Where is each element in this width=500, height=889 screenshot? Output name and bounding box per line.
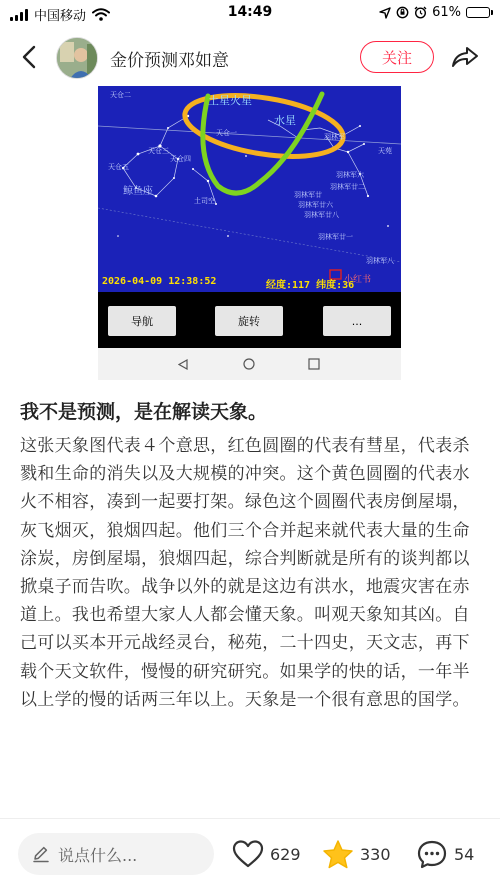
battery-percent: 61% (432, 5, 461, 20)
nav-back-icon (178, 359, 188, 370)
star-label: 天苑 (378, 147, 392, 155)
nav-recents-icon (308, 358, 320, 370)
share-icon[interactable] (450, 42, 480, 72)
favorite-count: 330 (360, 844, 391, 864)
comment-input[interactable] (18, 833, 214, 875)
star-label: 羽林军 (324, 133, 345, 141)
star-label: 天仓五 (108, 163, 129, 171)
comment-button[interactable] (416, 839, 474, 869)
map-toolbar (98, 292, 401, 348)
planet-label: 水星 (274, 114, 296, 127)
post-title: 我不是预测，是在解读天象。 (20, 401, 268, 423)
post-header (0, 28, 500, 86)
status-bar (0, 0, 500, 28)
comment-bubble-icon (416, 839, 448, 869)
map-timestamp: 2026-04-09 12:38:52 (102, 276, 217, 287)
comment-count: 54 (454, 844, 475, 864)
android-nav-bar (98, 348, 401, 380)
star-label: 羽林军廿六 (298, 201, 333, 209)
back-arrow-icon[interactable] (14, 42, 44, 72)
star-label: 羽林军廿一 (318, 233, 353, 241)
orientation-lock-icon (396, 6, 409, 19)
star-label: 土司空 (194, 197, 215, 205)
star-label: 羽林军廿二 (330, 183, 365, 191)
star-label: 天仓四 (170, 155, 191, 163)
upper-planet-label: 土星火星 (208, 94, 252, 107)
map-navigate-button[interactable]: 导航 (108, 306, 176, 336)
status-right (379, 5, 490, 20)
author-name[interactable]: 金价预测邓如意 (110, 51, 229, 71)
clock: 14:49 (227, 4, 273, 20)
star-label: 羽林军廿 (294, 191, 322, 199)
map-rotate-button[interactable]: 旋转 (215, 306, 283, 336)
heart-icon (232, 839, 264, 869)
post-image[interactable] (98, 86, 401, 380)
like-button[interactable] (232, 839, 301, 869)
star-label: 天仓三 (148, 147, 169, 155)
star-label: 天仓二 (110, 91, 131, 99)
favorite-button[interactable] (322, 839, 391, 869)
nav-home-icon (243, 358, 255, 370)
map-more-button[interactable]: ... (323, 306, 391, 336)
star-icon (322, 839, 354, 869)
like-count: 629 (270, 844, 301, 864)
star-map (98, 86, 401, 292)
star-label: 天仓一 (216, 129, 237, 137)
star-label: 羽林军八 (366, 257, 394, 265)
follow-button[interactable]: 关注 (360, 41, 434, 73)
comment-placeholder: 说点什么... (58, 845, 138, 865)
author-avatar[interactable] (56, 37, 98, 79)
location-arrow-icon (379, 7, 391, 19)
star-label: 羽林军廿八 (304, 211, 339, 219)
pencil-icon (32, 845, 50, 863)
map-coordinates: 经度:117 纬度:36 (266, 280, 355, 291)
carrier-label: 中国移动 (34, 9, 87, 24)
watermark: 小红书 (344, 275, 372, 285)
constellation-label: 鲸鱼座 (123, 186, 153, 197)
star-label: 羽林军六 (336, 171, 364, 179)
alarm-icon (414, 6, 427, 19)
post-body: 这张天象图代表４个意思，红色圆圈的代表有彗星，代表杀戮和生命的消失以及大规模的冲突。这个黄色圆圈的代表水火不相容，凑到一起要打架。绿色这个圆圈代表房倒屋塌，灰飞烟灭，狼烟四起。他们三个合并起来就代表大量的生命涂炭，房倒屋塌，狼烟四起，综合判断就是所有的谈判都以掀桌子而告吹。战争以外的就是这边有洪水，地震灾害在赤道上。我也希望大家人人都会懂天象。叫观天象知其凶。自己可以买本开元战经灵台，秘苑，二十四史，天文志，再下载个天文软件，慢慢的研究研究。如果学的快的话，一年半以上学的慢的话两三年以上。天象是一个很有意思的国学。 (20, 436, 470, 710)
battery-icon (466, 7, 490, 18)
bottom-action-bar (0, 819, 500, 889)
